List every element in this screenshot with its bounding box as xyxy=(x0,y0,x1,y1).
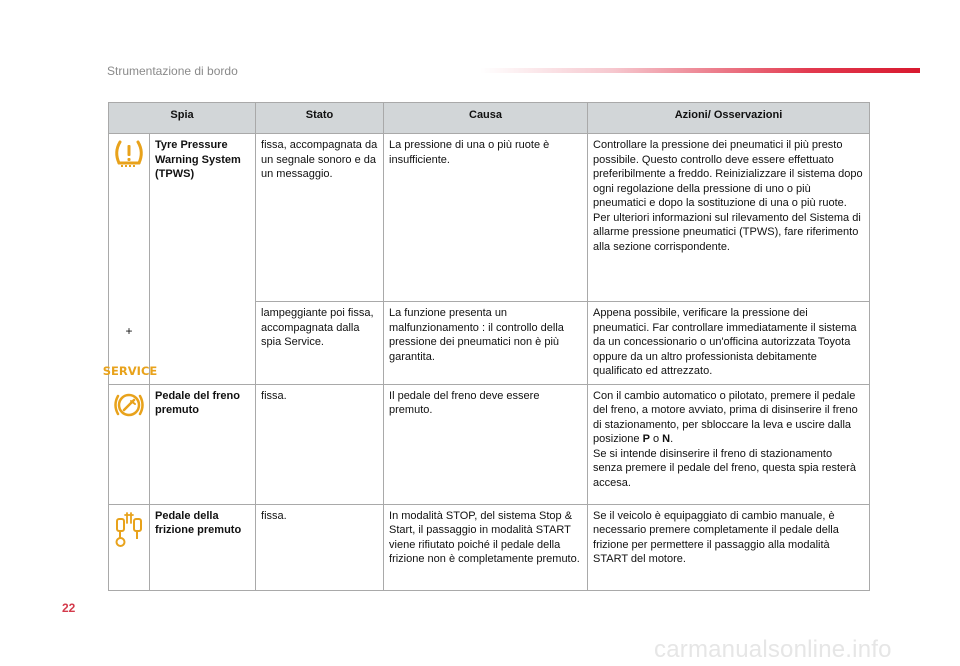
header-spia: Spia xyxy=(109,103,256,134)
stato-cell: lampeggiante poi fissa, accompagnata dalla spia Service. xyxy=(256,302,384,385)
service-warning-icon xyxy=(102,363,158,378)
page-header-title: Strumentazione di bordo xyxy=(107,64,238,78)
stato-cell: fissa. xyxy=(256,384,384,504)
spia-name-tpws: Tyre Pressure Warning System (TPWS) xyxy=(150,134,256,385)
header-stato: Stato xyxy=(256,103,384,134)
service-label: SERVICE xyxy=(102,363,158,378)
table-row xyxy=(109,134,870,302)
causa-cell: Il pedale del freno deve essere premuto. xyxy=(384,384,588,504)
header-azioni: Azioni/ Osservazioni xyxy=(588,103,870,134)
period-text: . xyxy=(670,433,674,445)
warning-lights-table xyxy=(102,102,870,591)
brake-pedal-icon xyxy=(111,389,147,421)
icon-cell-tpws xyxy=(102,134,158,385)
azioni-cell xyxy=(588,384,870,504)
azioni-text-2: Se si intende disinserire il freno di stazionamento senza premere il pedale del freno, questa spia resterà accesa. xyxy=(593,447,856,489)
stato-cell: fissa. xyxy=(256,504,384,590)
clutch-pedal-icon xyxy=(112,509,146,549)
header-rule xyxy=(480,68,920,73)
spia-name-brake: Pedale del freno premuto xyxy=(150,384,256,504)
azioni-text: Con il cambio automatico o pilotato, premere il pedale del freno, a motore avviato, prima di disinserire il freno di stazionamento, per sbloccare la leva e uscire dalla posizione xyxy=(593,389,858,445)
table-row xyxy=(109,504,870,590)
causa-cell: La funzione presenta un malfunzionamento : il controllo della pressione dei pneumatici non è più garantita. xyxy=(384,302,588,385)
page-number: 22 xyxy=(62,601,76,615)
header-causa: Causa xyxy=(384,103,588,134)
plus-sign: + xyxy=(125,324,133,338)
icon-cell-brake xyxy=(109,384,150,504)
icon-cell-clutch xyxy=(109,504,150,590)
azioni-cell: Se il veicolo è equipaggiato di cambio manuale, è necessario premere completamente il pedale della frizione per permettere il passaggio alla modalità START del motore. xyxy=(588,504,870,590)
spia-name-clutch: Pedale della frizione premuto xyxy=(150,504,256,590)
gear-position-p: P xyxy=(642,433,650,445)
causa-cell: La pressione di una o più ruote è insufficiente. xyxy=(384,134,588,302)
stato-cell: fissa, accompagnata da un segnale sonoro e da un messaggio. xyxy=(256,134,384,302)
table-row xyxy=(109,384,870,504)
causa-cell: In modalità STOP, del sistema Stop & Start, il passaggio in modalità START viene rifiutato poiché il pedale della frizione non è completamente premuto. xyxy=(384,504,588,590)
azioni-cell: Controllare la pressione dei pneumatici il più presto possibile. Questo controllo deve essere effettuato preferibilmente a freddo. Reinizializzare il sistema dopo ogni regolazione della pressione di uno o più pneumatici e dopo la sostituzione di una o più ruote. Per ulteriori informazioni sul rilevamento del Sistema di allarme pressione pneumatici (TPWS), fare riferimento alla sezione corrispondente. xyxy=(588,134,870,302)
gear-position-n: N xyxy=(662,433,671,445)
table-header-row xyxy=(109,103,870,134)
tire-pressure-warning-icon xyxy=(112,138,146,172)
azioni-cell: Appena possibile, verificare la pressione dei pneumatici. Far controllare immediatamente il sistema da un concessionario o un'officina autorizzata Toyota oppure da un altro professionista debitamente qualificato ed attrezzato. xyxy=(588,302,870,385)
watermark: carmanualsonline.info xyxy=(654,636,892,663)
conjunction-text: o xyxy=(652,433,660,445)
